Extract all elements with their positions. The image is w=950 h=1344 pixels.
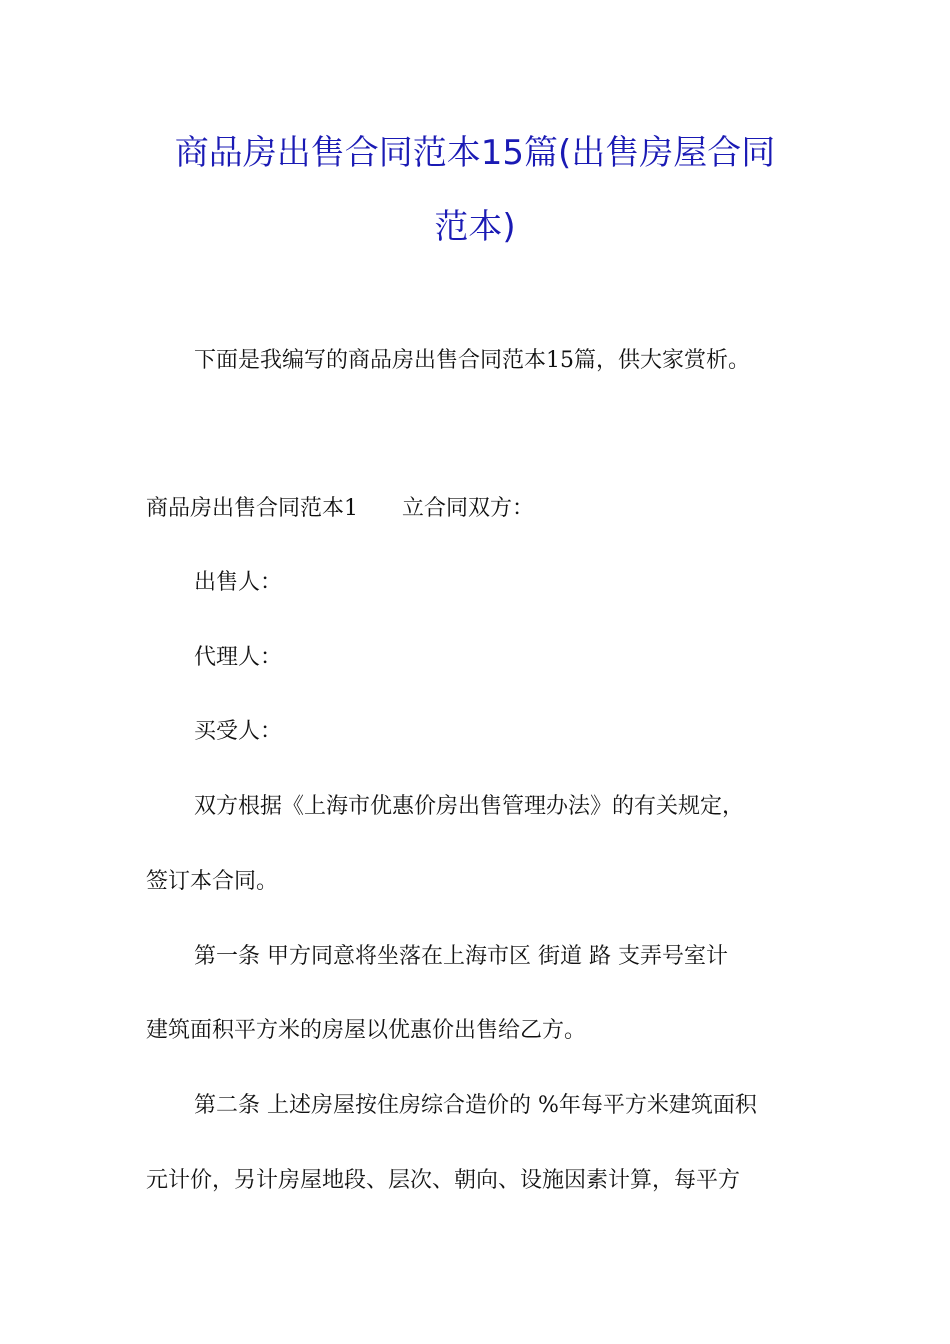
article-2-line-1: 第二条 上述房屋按住房综合造价的 %年每平方米建筑面积	[194, 1093, 757, 1118]
agent-label: 代理人：	[194, 645, 283, 670]
paragraph-1-line-2: 签订本合同。	[146, 869, 279, 894]
article-2-line-2: 元计价，另计房屋地段、层次、朝向、设施因素计算，每平方	[146, 1168, 741, 1193]
section-heading: 商品房出售合同范本1 立合同双方：	[146, 496, 534, 521]
buyer-label: 买受人：	[194, 719, 283, 744]
intro-paragraph: 下面是我编写的商品房出售合同范本15篇，供大家赏析。	[194, 348, 750, 373]
paragraph-1-line-1: 双方根据《上海市优惠价房出售管理办法》的有关规定，	[194, 794, 745, 819]
document-title-line-2: 范本)	[434, 207, 516, 247]
article-1-line-2: 建筑面积平方米的房屋以优惠价出售给乙方。	[146, 1018, 587, 1043]
seller-label: 出售人：	[194, 570, 283, 595]
article-1-line-1: 第一条 甲方同意将坐落在上海市区 街道 路 支弄号室计	[194, 944, 728, 969]
document-title-line-1: 商品房出售合同范本15篇(出售房屋合同	[174, 133, 776, 173]
